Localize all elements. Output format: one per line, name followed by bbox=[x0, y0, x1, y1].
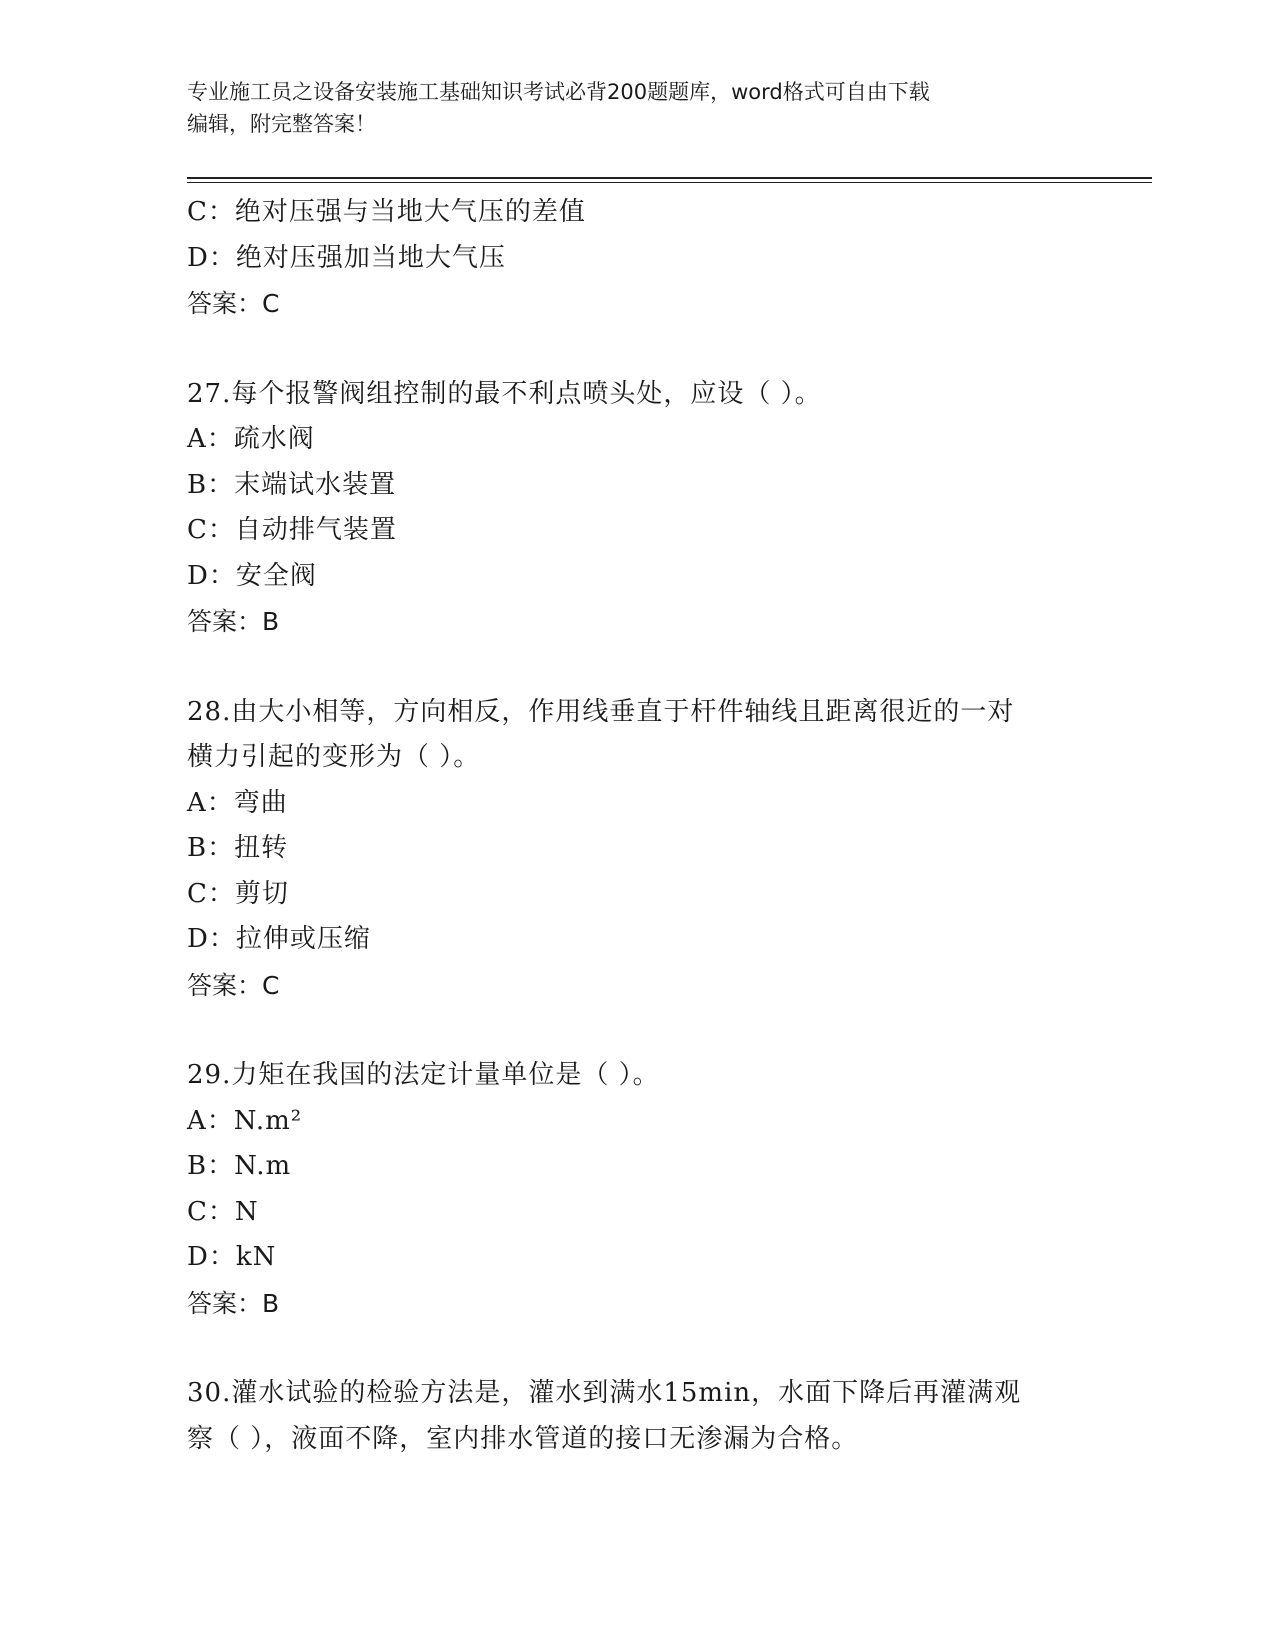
answer-line: 答案：B bbox=[187, 1288, 280, 1318]
option-b: B：扭转 bbox=[187, 833, 289, 863]
option-b: B：N.m bbox=[187, 1151, 292, 1181]
option-d: D：安全阀 bbox=[187, 560, 317, 591]
option-c: C：N bbox=[187, 1196, 259, 1227]
question-stem: 29.力矩在我国的法定计量单位是（ ）。 bbox=[187, 1060, 660, 1090]
header-rule-thin bbox=[187, 182, 1152, 183]
question-29 bbox=[187, 1053, 1087, 1326]
question-30 bbox=[187, 1371, 1087, 1462]
option-c: C：自动排气装置 bbox=[187, 515, 397, 545]
answer-line: 答案：B bbox=[187, 607, 280, 636]
header-line-2: 编辑，附完整答案！ bbox=[187, 112, 376, 136]
question-stem: 27.每个报警阀组控制的最不利点喷头处，应设（ ）。 bbox=[187, 378, 822, 409]
option-c: C：剪切 bbox=[187, 878, 289, 909]
question-28 bbox=[187, 690, 1087, 1009]
option-d: D：kN bbox=[187, 1242, 277, 1272]
question-27 bbox=[187, 372, 1087, 645]
header-rule-thick bbox=[187, 177, 1152, 179]
answer-line: 答案：C bbox=[187, 289, 280, 318]
question-stem-line-1: 30.灌水试验的检验方法是，灌水到满水15min，水面下降后再灌满观 bbox=[187, 1378, 1022, 1408]
option-a: A：疏水阀 bbox=[187, 424, 315, 454]
header-line-1: 专业施工员之设备安装施工基础知识考试必背200题题库，word格式可自由下载 bbox=[187, 80, 930, 104]
option-c: C：绝对压强与当地大气压的差值 bbox=[187, 197, 586, 227]
option-d: D：拉伸或压缩 bbox=[187, 924, 371, 954]
question-stem-line-2: 察（ ），液面不降，室内排水管道的接口无渗漏为合格。 bbox=[187, 1423, 859, 1454]
document-header bbox=[187, 76, 1087, 140]
option-b: B：末端试水装置 bbox=[187, 469, 397, 500]
option-a: A：N.m² bbox=[187, 1105, 303, 1136]
answer-line: 答案：C bbox=[187, 970, 280, 1000]
option-d: D：绝对压强加当地大气压 bbox=[187, 242, 506, 273]
option-a: A：弯曲 bbox=[187, 787, 288, 818]
question-list bbox=[187, 190, 1087, 1462]
question-stem-line-1: 28.由大小相等，方向相反，作用线垂直于杆件轴线且距离很近的一对 bbox=[187, 696, 1015, 727]
question-stem-line-2: 横力引起的变形为（ ）。 bbox=[187, 742, 481, 772]
question-26-tail bbox=[187, 190, 1087, 327]
